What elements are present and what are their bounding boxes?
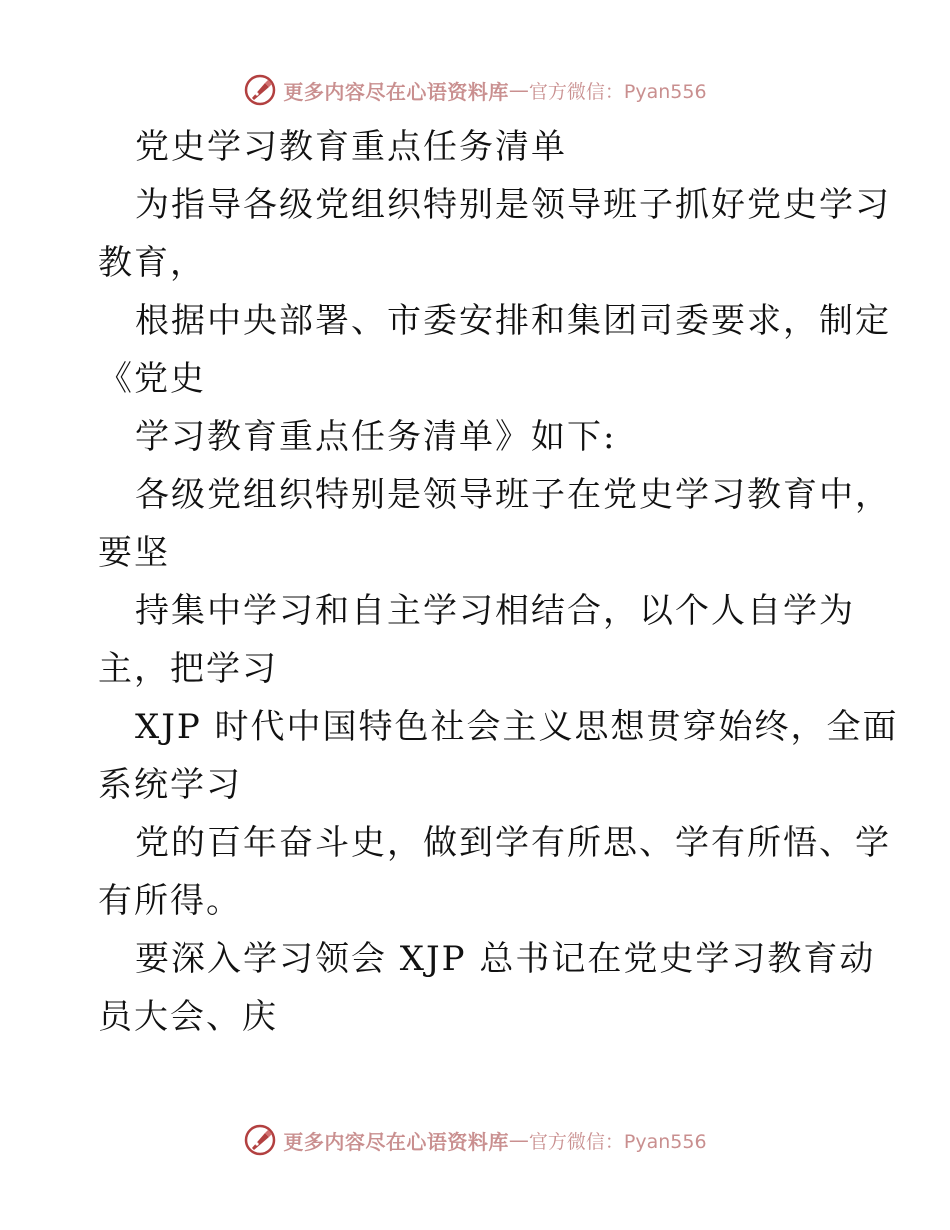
paragraph-line: 各级党组织特别是领导班子在党史学习教育中， [135,475,891,515]
pen-nib-logo-icon [243,1123,277,1157]
paragraph-line: 党的百年奋斗史，做到学有所思、学有所悟、学 [135,823,891,863]
paragraph-line: 《党史 [98,359,206,399]
footer-separator: — [508,1128,529,1152]
paragraph-line: 根据中央部署、市委安排和集团司委要求，制定 [135,301,891,341]
paragraph-line: 学习教育重点任务清单》如下: [135,417,617,457]
paragraph-line: 有所得。 [98,881,242,921]
header-separator: — [508,78,529,102]
document-title: 党史学习教育重点任务清单 [135,127,567,167]
paragraph-line: 要深入学习领会 XJP 总书记在党史学习教育动 [135,939,876,979]
header-banner [0,68,950,112]
header-brand-text: 更多内容尽在心语资料库 [283,79,509,104]
paragraph-line: 要坚 [98,533,170,573]
footer-brand-text: 更多内容尽在心语资料库 [283,1129,509,1154]
paragraph-line: 系统学习 [98,765,242,805]
paragraph-line: 持集中学习和自主学习相结合，以个人自学为 [135,591,855,631]
pen-nib-logo-icon [243,73,277,107]
paragraph-line: 为指导各级党组织特别是领导班子抓好党史学习 [135,185,891,225]
paragraph-line: 主，把学习 [98,649,278,689]
footer-banner [0,1118,950,1162]
paragraph-line: XJP 时代中国特色社会主义思想贯穿始终，全面 [135,707,899,747]
footer-contact-text: 官方微信：Pyan556 [528,1130,707,1153]
paragraph-line: 教育， [98,243,206,283]
paragraph-line: 员大会、庆 [98,997,278,1037]
document-body [98,118,899,1046]
header-contact-text: 官方微信：Pyan556 [528,80,707,103]
